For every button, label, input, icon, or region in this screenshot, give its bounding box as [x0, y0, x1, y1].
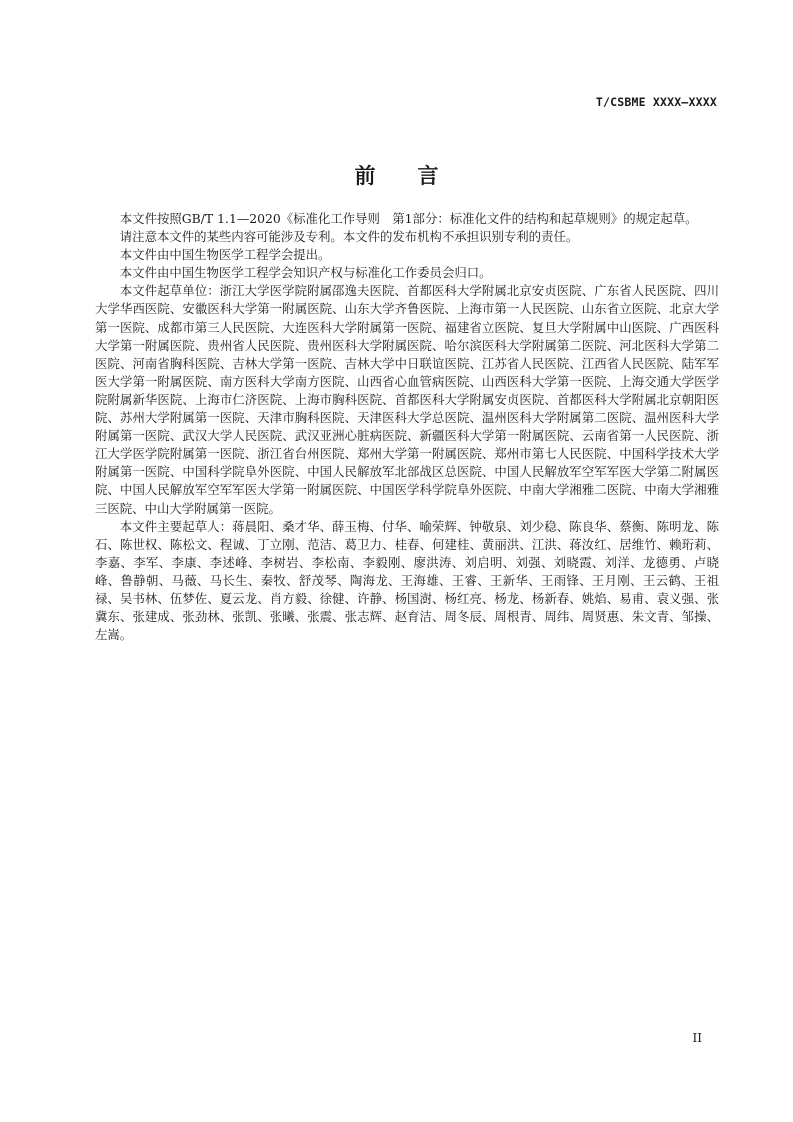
- paragraph-patent-notice: 请注意本文件的某些内容可能涉及专利。本文件的发布机构不承担识别专利的责任。: [119, 229, 579, 245]
- page-title: 前言: [354, 164, 481, 188]
- paragraph-drafting-basis: 本文件按照GB/T 1.1—2020《标准化工作导则 第1部分：标准化文件的结构和起草规则》的规定起草。: [119, 211, 698, 226]
- paragraph-proposer: 本文件由中国生物医学工程学会提出。: [119, 247, 331, 263]
- paragraph-main-drafters: 本文件主要起草人：蒋晨阳、桑才华、薛玉梅、付华、喻荣辉、钟敬泉、刘少稳、陈良华、蔡衡、陈明龙、陈石、陈世权、陈松文、程诚、丁立刚、范洁、葛卫力、桂春、何建桂、黄丽洪、江洪、蒋汝红、居维竹、赖珩莉、李嘉、李军、李康、李述峰、李树岩、李松南、李毅刚、廖洪涛、刘启明、刘强、刘晓霞、刘洋、龙德勇、卢晓峰、鲁静朝、马薇、马长生、秦牧、舒茂琴、陶海龙、王海雄、王睿、王新华、王雨锋、王月刚、王云鹤、王祖禄、吴书林、伍梦佐、夏云龙、肖方毅、徐健、许静、杨国澍、杨红亮、杨龙、杨新春、姚焰、易甫、袁义强、张冀东、张建成、张劲林、张凯、张曦、张震、张志辉、赵育洁、周冬辰、周根青、周纬、周贤惠、朱文青、邹操、左嵩。: [95, 518, 719, 643]
- paragraph-drafting-units: 本文件起草单位：浙江大学医学院附属邵逸夫医院、首都医科大学附属北京安贞医院、广东省人民医院、四川大学华西医院、安徽医科大学第一附属医院、山东大学齐鲁医院、上海市第一人民医院、山东省立医院、北京大学第一医院、成都市第三人民医院、大连医科大学附属第一医院、福建省立医院、复旦大学附属中山医院、广西医科大学第一附属医院、贵州省人民医院、贵州医科大学附属医院、哈尔滨医科大学附属第二医院、河北医科大学第二医院、河南省胸科医院、吉林大学第一医院、吉林大学中日联谊医院、江苏省人民医院、江西省人民医院、陆军军医大学第一附属医院、南方医科大学南方医院、山西省心血管病医院、山西医科大学第一医院、上海交通大学医学院附属新华医院、上海市仁济医院、上海市胸科医院、首都医科大学附属安贞医院、首都医科大学附属北京朝阳医院、苏州大学附属第一医院、天津市胸科医院、天津医科大学总医院、温州医科大学附属第二医院、温州医科大学附属第一医院、武汉大学人民医院、武汉亚洲心脏病医院、新疆医科大学第一附属医院、云南省第一人民医院、浙江大学医学院附属第一医院、浙江省台州医院、郑州大学第一附属医院、郑州市第七人民医院、中国科学技术大学附属第一医院、中国科学院阜外医院、中国人民解放军北部战区总医院、中国人民解放军空军军医大学第二附属医院、中国人民解放军空军军医大学第一附属医院、中国医学科学院阜外医院、中南大学湘雅二医院、中南大学湘雅三医院、中山大学附属第一医院。: [95, 283, 719, 516]
- standard-code: T/CSBME XXXX—XXXX: [595, 95, 717, 109]
- paragraph-administrator: 本文件由中国生物医学工程学会知识产权与标准化工作委员会归口。: [119, 265, 492, 281]
- page-number: II: [692, 1031, 702, 1045]
- foreword-body: [95, 210, 719, 644]
